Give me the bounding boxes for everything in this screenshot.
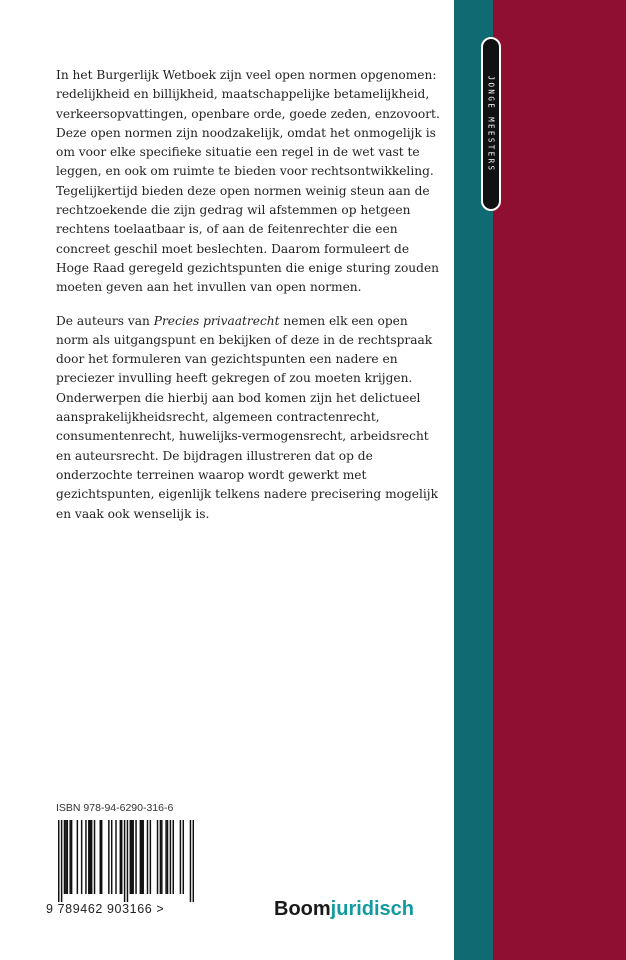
barcode: [58, 820, 194, 902]
spine-burgundy-band: [493, 0, 626, 960]
barcode-bar: [120, 820, 121, 894]
barcode-bar: [71, 820, 72, 894]
barcode-bar: [165, 820, 166, 894]
barcode-bar: [100, 820, 101, 894]
barcode-bar: [147, 820, 148, 894]
series-label: JONGE MEESTERS: [486, 75, 496, 173]
barcode-bar: [124, 820, 125, 902]
publisher-logo: [274, 898, 414, 921]
barcode-bar: [183, 820, 184, 894]
barcode-bar: [67, 820, 68, 894]
barcode-bar: [94, 820, 95, 894]
isbn-label: ISBN 978-94-6290-316-6: [56, 802, 174, 814]
series-badge: [481, 37, 501, 211]
barcode-bar: [157, 820, 158, 894]
barcode-bar: [167, 820, 168, 894]
barcode-bar: [150, 820, 151, 894]
barcode-bar: [160, 820, 161, 894]
blurb-text: [56, 66, 444, 538]
barcode-bar: [64, 820, 65, 894]
publisher-name-juridisch: juridisch: [330, 898, 415, 920]
barcode-bar: [142, 820, 143, 894]
barcode-bar: [61, 820, 62, 902]
barcode-bar: [130, 820, 131, 894]
barcode-digits: 9 789462 903166 >: [46, 902, 165, 916]
barcode-bar: [58, 820, 59, 902]
blurb-paragraph-1: In het Burgerlijk Wetboek zijn veel open normen opgenomen: redelijkheid en billijkheid, maatschappelijke betamelijkheid, verkeersopvattingen, openbare orde, goede zeden, enzovoort. Deze open normen zijn noodzakelijk, omdat het onmogelijk is om voor elke specifieke situatie een regel in de wet vast te leggen, en ook om ruimte te bieden voor rechtsontwikkeling. Tegelijkertijd bieden deze open normen weinig steun aan de rechtzoekende die zijn gedrag wil afstemmen op hetgeen rechtens toelaatbaar is, of aan de feitenrechter die een concreet geschil moet beslechten. Daarom formuleert de Hoge Raad geregeld gezichtspunten die enige sturing zouden moeten geven aan het invullen van open normen.: [56, 68, 440, 295]
barcode-bar: [111, 820, 112, 894]
barcode-bar: [135, 820, 136, 894]
barcode-bar: [180, 820, 181, 894]
barcode-bar: [91, 820, 92, 894]
publisher-name-boom: Boom: [274, 898, 331, 920]
blurb-paragraph-2-rest: nemen elk een open norm als uitgangspunt en bekijken of deze in de rechtspraak door het formuleren van gezichtspunten een nadere en preciezer invulling heeft gekregen of zou moeten krijgen. Onderwerpen die hierbij aan bod komen zijn het delictueel aansprakelijkheidsrecht, algemeen contractenrecht, consumentenrecht, huwelijks-vermogensrecht, arbeidsrecht en auteursrecht. De bijdragen illustreren dat op de onderzochte terreinen waarop wordt gewerkt met gezichtspunten, eigenlijk telkens nadere precisering mogelijk en vaak ook wenselijk is.: [56, 313, 438, 521]
barcode-bar: [81, 820, 82, 894]
book-title: Precies privaatrecht: [153, 313, 280, 328]
barcode-bar: [132, 820, 133, 894]
barcode-bar: [85, 820, 86, 894]
blurb-paragraph-2: [56, 312, 444, 524]
barcode-bar: [193, 820, 194, 902]
barcode-bar: [88, 820, 89, 894]
barcode-bar: [190, 820, 191, 902]
barcode-bar: [108, 820, 109, 894]
barcode-bar: [161, 820, 162, 894]
barcode-bar: [173, 820, 174, 894]
barcode-bar: [170, 820, 171, 894]
barcode-bar: [77, 820, 78, 894]
barcode-bar: [131, 820, 132, 894]
barcode-bar: [65, 820, 66, 894]
barcode-bar: [69, 820, 70, 894]
blurb-paragraph-2-prefix: De auteurs van: [56, 313, 154, 328]
barcode-bar: [101, 820, 102, 894]
barcode-bar: [141, 820, 142, 894]
barcode-bar: [121, 820, 122, 894]
barcode-bar: [89, 820, 90, 894]
barcode-bar: [115, 820, 116, 894]
barcode-bar: [140, 820, 141, 894]
barcode-bar: [127, 820, 128, 902]
